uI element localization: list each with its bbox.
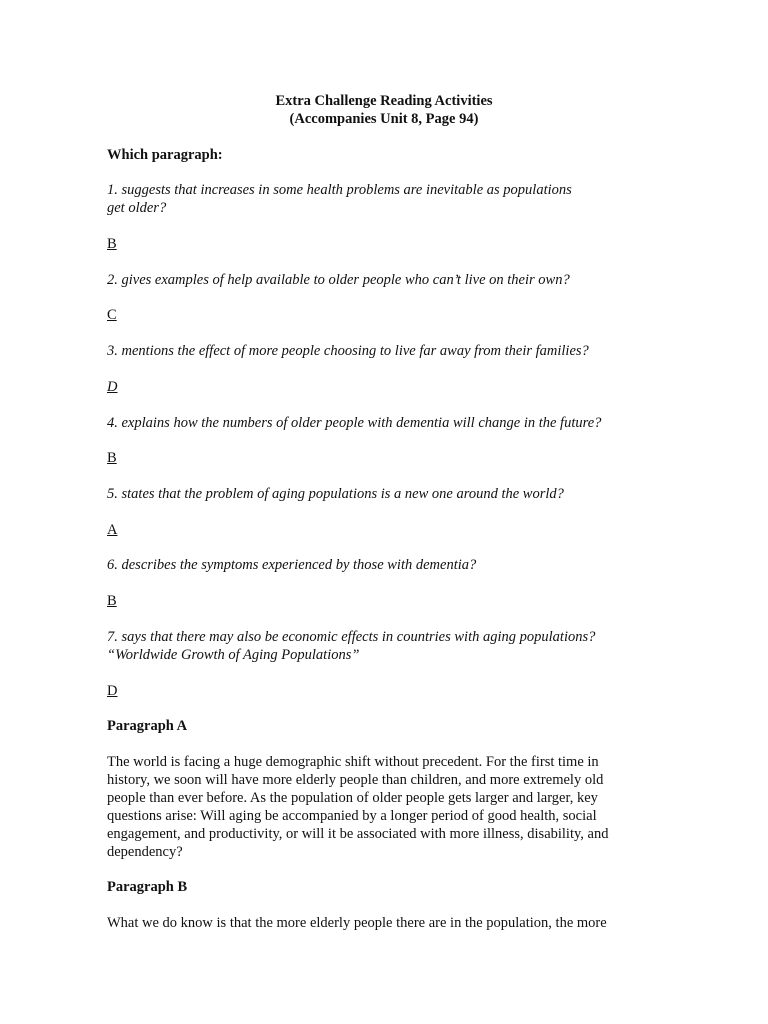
question-7-line-2: “Worldwide Growth of Aging Populations” (107, 647, 360, 663)
question-2: 2. gives examples of help available to older people who can’t live on their own? (107, 272, 570, 288)
question-4: 4. explains how the numbers of older people with dementia will change in the future? (107, 415, 602, 431)
answer-3: D (107, 379, 118, 395)
paragraph-a-line-1: The world is facing a huge demographic shift without precedent. For the first time in (107, 754, 599, 770)
answer-2: C (107, 307, 117, 323)
answer-6: B (107, 593, 117, 609)
question-3: 3. mentions the effect of more people choosing to live far away from their families? (107, 343, 589, 359)
question-5: 5. states that the problem of aging populations is a new one around the world? (107, 486, 564, 502)
page-subtitle: (Accompanies Unit 8, Page 94) (289, 111, 479, 127)
prompt-heading: Which paragraph: (107, 147, 223, 163)
paragraph-a-line-4: questions arise: Will aging be accompanied by a longer period of good health, social (107, 808, 597, 824)
paragraph-a-heading: Paragraph A (107, 718, 188, 734)
question-1-line-1: 1. suggests that increases in some health problems are inevitable as populations (107, 182, 572, 198)
answer-5: A (107, 522, 118, 538)
paragraph-a-line-2: history, we soon will have more elderly people than children, and more extremely old (107, 772, 604, 788)
paragraph-a-line-6: dependency? (107, 844, 183, 860)
question-7-line-1: 7. says that there may also be economic effects in countries with aging populations? (107, 629, 596, 645)
answer-7: D (107, 683, 118, 699)
page-title: Extra Challenge Reading Activities (275, 93, 493, 109)
answer-1: B (107, 236, 117, 252)
question-1-line-2: get older? (107, 200, 167, 216)
paragraph-b-line-1: What we do know is that the more elderly people there are in the population, the more (107, 915, 607, 931)
question-6: 6. describes the symptoms experienced by those with dementia? (107, 557, 477, 573)
paragraph-a-line-3: people than ever before. As the population of older people gets larger and larger, key (107, 790, 598, 806)
answer-4: B (107, 450, 117, 466)
paragraph-a-line-5: engagement, and productivity, or will it be associated with more illness, disability, and (107, 826, 609, 842)
paragraph-b-heading: Paragraph B (107, 879, 188, 895)
